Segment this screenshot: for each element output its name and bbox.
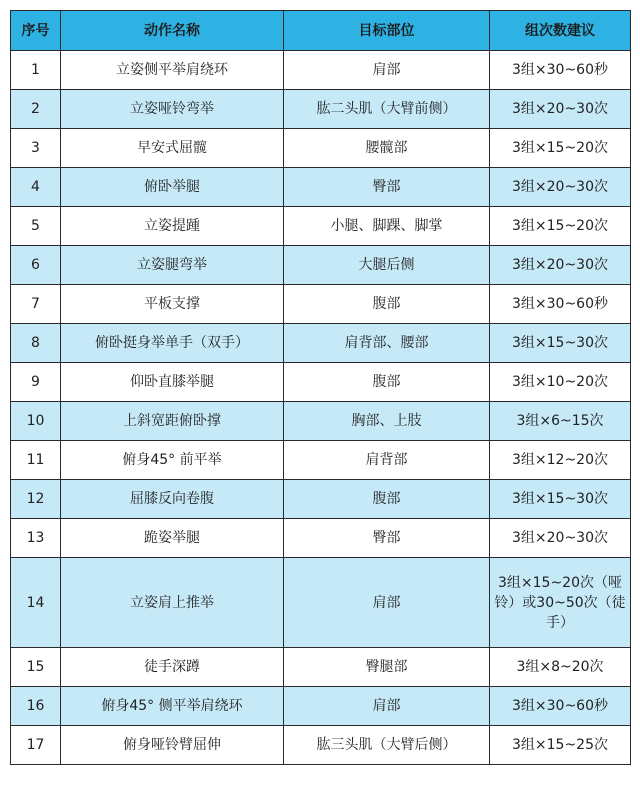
cell-number: 8 xyxy=(11,324,61,363)
cell-target-area: 腹部 xyxy=(284,285,490,324)
table-row xyxy=(11,90,631,129)
cell-sets-reps: 3组×15~25次 xyxy=(490,726,631,765)
cell-target-area: 腹部 xyxy=(284,480,490,519)
cell-target-area: 肩部 xyxy=(284,687,490,726)
cell-number: 10 xyxy=(11,402,61,441)
table-row xyxy=(11,402,631,441)
cell-exercise-name: 俯身哑铃臂屈伸 xyxy=(61,726,284,765)
cell-sets-reps: 3组×12~20次 xyxy=(490,441,631,480)
table-row xyxy=(11,168,631,207)
cell-exercise-name: 徒手深蹲 xyxy=(61,648,284,687)
cell-sets-reps: 3组×10~20次 xyxy=(490,363,631,402)
header-exercise-name: 动作名称 xyxy=(61,11,284,51)
cell-exercise-name: 立姿哑铃弯举 xyxy=(61,90,284,129)
table-row xyxy=(11,246,631,285)
cell-sets-reps: 3组×15~30次 xyxy=(490,480,631,519)
table-row xyxy=(11,519,631,558)
cell-target-area: 腰髋部 xyxy=(284,129,490,168)
table-row xyxy=(11,285,631,324)
cell-target-area: 肱二头肌（大臂前侧） xyxy=(284,90,490,129)
cell-exercise-name: 早安式屈髋 xyxy=(61,129,284,168)
cell-number: 1 xyxy=(11,51,61,90)
table-row xyxy=(11,324,631,363)
cell-number: 16 xyxy=(11,687,61,726)
table-row xyxy=(11,51,631,90)
cell-target-area: 肩背部 xyxy=(284,441,490,480)
cell-number: 12 xyxy=(11,480,61,519)
cell-target-area: 肩部 xyxy=(284,558,490,648)
cell-number: 15 xyxy=(11,648,61,687)
table-row xyxy=(11,363,631,402)
cell-exercise-name: 平板支撑 xyxy=(61,285,284,324)
cell-exercise-name: 俯卧挺身举单手（双手） xyxy=(61,324,284,363)
cell-target-area: 臀腿部 xyxy=(284,648,490,687)
cell-sets-reps: 3组×8~20次 xyxy=(490,648,631,687)
table-row xyxy=(11,726,631,765)
cell-target-area: 肱三头肌（大臂后侧） xyxy=(284,726,490,765)
cell-exercise-name: 俯身45° 侧平举肩绕环 xyxy=(61,687,284,726)
exercise-table xyxy=(10,10,631,765)
cell-target-area: 腹部 xyxy=(284,363,490,402)
header-sets-reps: 组次数建议 xyxy=(490,11,631,51)
table-row xyxy=(11,480,631,519)
cell-target-area: 臀部 xyxy=(284,519,490,558)
cell-exercise-name: 立姿肩上推举 xyxy=(61,558,284,648)
cell-exercise-name: 俯卧举腿 xyxy=(61,168,284,207)
cell-number: 3 xyxy=(11,129,61,168)
cell-number: 13 xyxy=(11,519,61,558)
header-number: 序号 xyxy=(11,11,61,51)
cell-number: 17 xyxy=(11,726,61,765)
cell-number: 5 xyxy=(11,207,61,246)
cell-sets-reps: 3组×15~20次（哑铃）或30~50次（徒手） xyxy=(490,558,631,648)
cell-target-area: 胸部、上肢 xyxy=(284,402,490,441)
cell-exercise-name: 立姿侧平举肩绕环 xyxy=(61,51,284,90)
cell-target-area: 臀部 xyxy=(284,168,490,207)
cell-sets-reps: 3组×15~20次 xyxy=(490,207,631,246)
cell-number: 14 xyxy=(11,558,61,648)
cell-sets-reps: 3组×15~20次 xyxy=(490,129,631,168)
cell-exercise-name: 上斜宽距俯卧撑 xyxy=(61,402,284,441)
cell-sets-reps: 3组×30~60秒 xyxy=(490,51,631,90)
cell-sets-reps: 3组×20~30次 xyxy=(490,90,631,129)
cell-target-area: 肩部 xyxy=(284,51,490,90)
table-row xyxy=(11,129,631,168)
cell-number: 6 xyxy=(11,246,61,285)
cell-sets-reps: 3组×20~30次 xyxy=(490,246,631,285)
cell-number: 9 xyxy=(11,363,61,402)
cell-sets-reps: 3组×30~60秒 xyxy=(490,285,631,324)
table-row xyxy=(11,648,631,687)
cell-target-area: 大腿后侧 xyxy=(284,246,490,285)
header-target-area: 目标部位 xyxy=(284,11,490,51)
cell-sets-reps: 3组×15~30次 xyxy=(490,324,631,363)
cell-sets-reps: 3组×20~30次 xyxy=(490,519,631,558)
cell-number: 2 xyxy=(11,90,61,129)
cell-exercise-name: 屈膝反向卷腹 xyxy=(61,480,284,519)
header-row xyxy=(11,11,631,51)
cell-target-area: 肩背部、腰部 xyxy=(284,324,490,363)
cell-target-area: 小腿、脚踝、脚掌 xyxy=(284,207,490,246)
table-row xyxy=(11,441,631,480)
cell-exercise-name: 立姿腿弯举 xyxy=(61,246,284,285)
cell-exercise-name: 俯身45° 前平举 xyxy=(61,441,284,480)
cell-exercise-name: 仰卧直膝举腿 xyxy=(61,363,284,402)
table-row xyxy=(11,558,631,648)
cell-exercise-name: 立姿提踵 xyxy=(61,207,284,246)
cell-sets-reps: 3组×6~15次 xyxy=(490,402,631,441)
cell-number: 4 xyxy=(11,168,61,207)
table-row xyxy=(11,207,631,246)
cell-sets-reps: 3组×30~60秒 xyxy=(490,687,631,726)
cell-number: 11 xyxy=(11,441,61,480)
cell-number: 7 xyxy=(11,285,61,324)
cell-sets-reps: 3组×20~30次 xyxy=(490,168,631,207)
cell-exercise-name: 跪姿举腿 xyxy=(61,519,284,558)
table-row xyxy=(11,687,631,726)
